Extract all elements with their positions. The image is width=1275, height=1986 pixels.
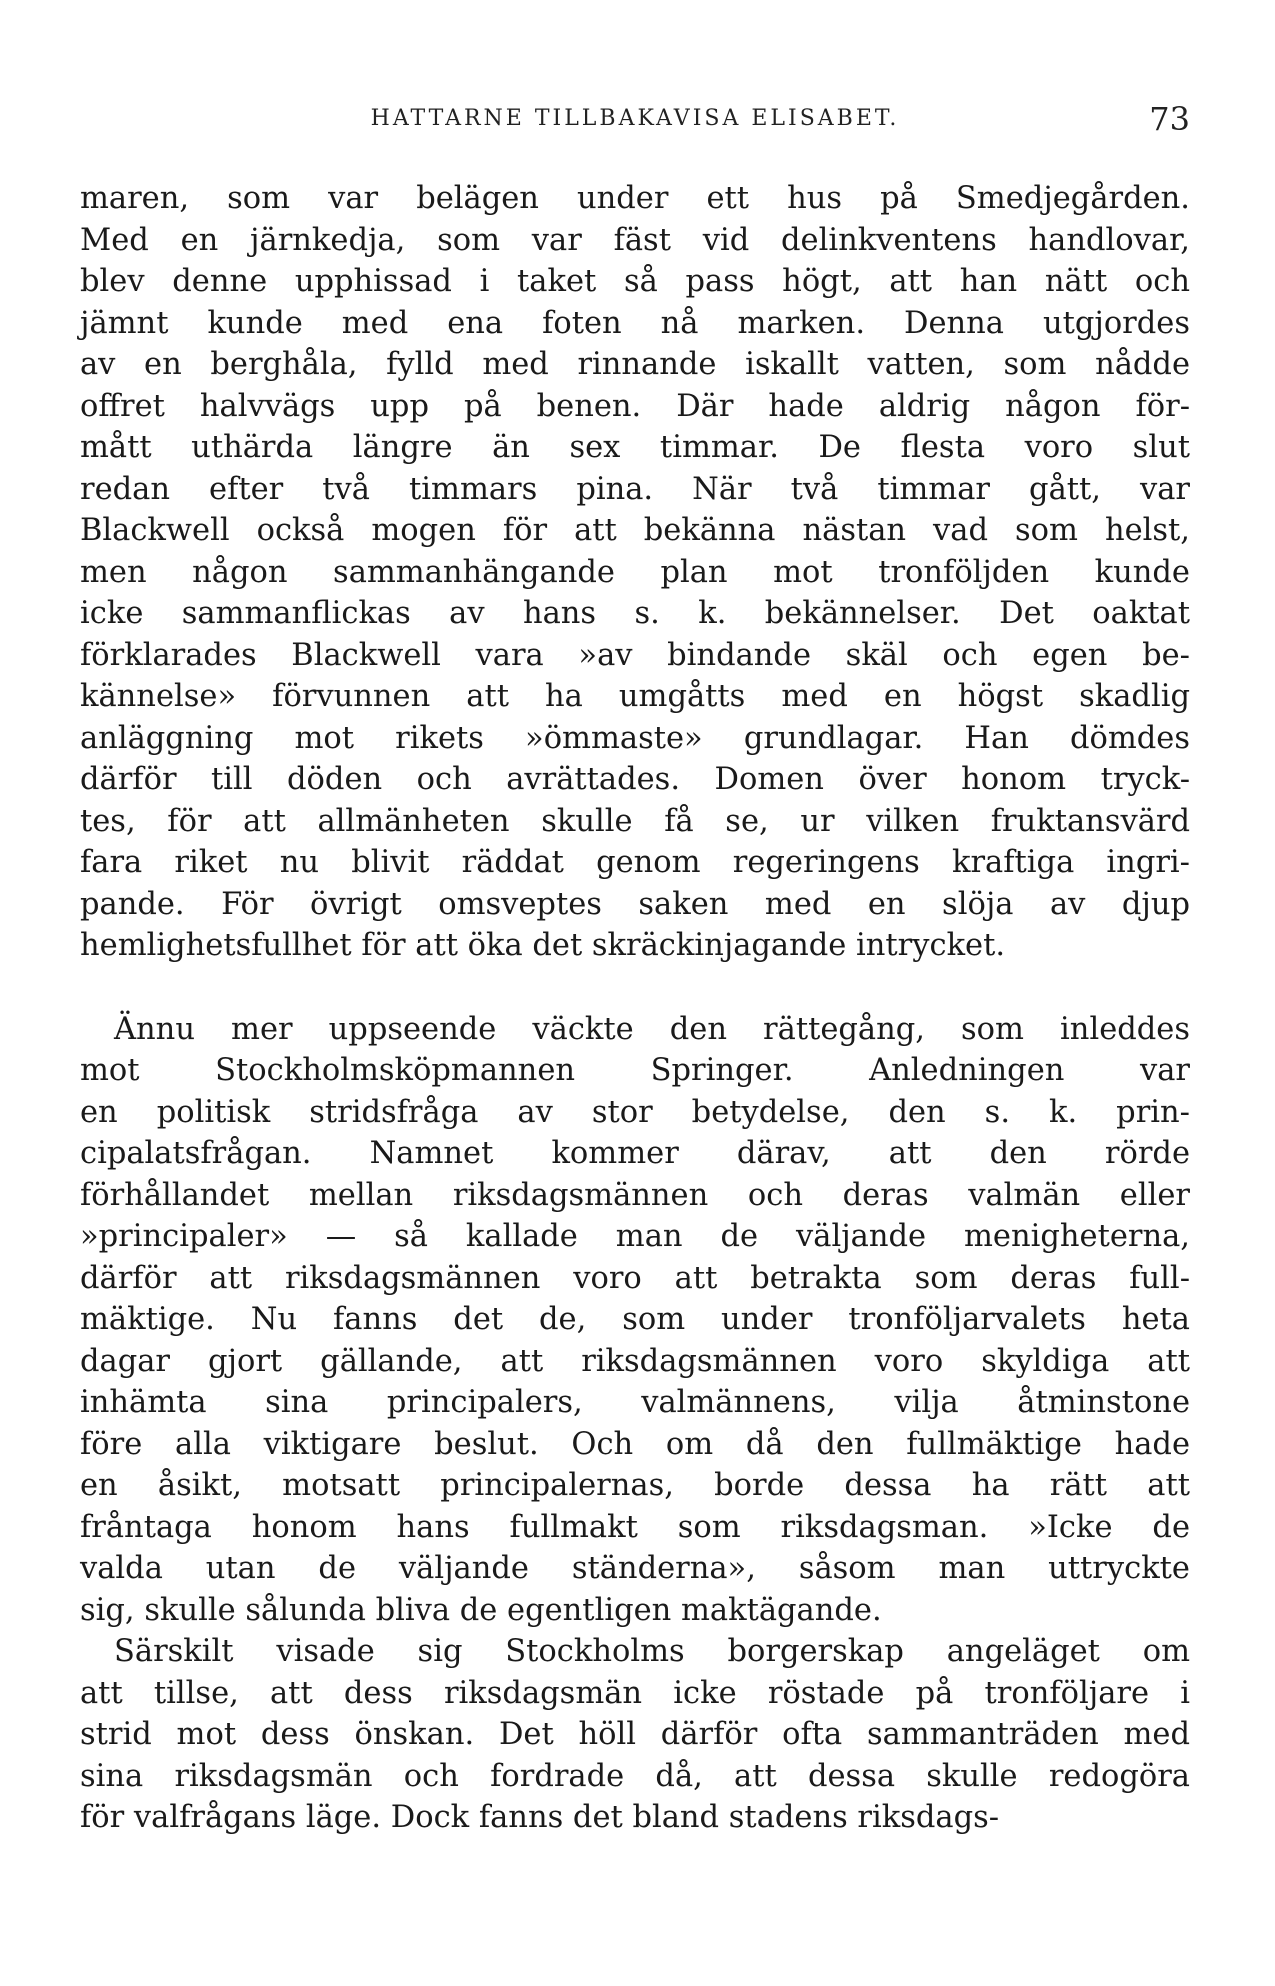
text-line: att tillse, att dess riksdagsmän icke röstade på tronföljare i: [80, 1675, 1190, 1711]
text-line: jämnt kunde med ena foten nå marken. Denna utgjordes: [80, 305, 1190, 341]
running-title: HATTARNE TILLBAKAVISA ELISABET.: [370, 106, 900, 131]
paragraph-1: [80, 178, 1190, 967]
text-line: strid mot dess önskan. Det höll därför ofta sammanträden med: [80, 1717, 1190, 1752]
text-line: maren, som var belägen under ett hus på Smedjegården.: [80, 181, 1190, 216]
text-line: redan efter två timmars pina. När två timmar gått, var: [80, 471, 1190, 507]
text-line: för valfrågans läge. Dock fanns det bland stadens riksdags-: [80, 1800, 1000, 1835]
text-line: förklarades Blackwell vara »av bindande skäl och egen be-: [80, 637, 1190, 673]
text-line: Blackwell också mogen för att bekänna nästan vad som helst,: [80, 513, 1190, 548]
text-line: Med en järnkedja, som var fäst vid delinkventens handlovar,: [80, 222, 1190, 258]
text-line: hemlighetsfullhet för att öka det skräckinjagande intrycket.: [80, 928, 1006, 963]
text-line: offret halvvägs upp på benen. Där hade aldrig någon för-: [80, 388, 1190, 424]
text-line: pande. För övrigt omsveptes saken med en slöja av djup: [80, 886, 1190, 922]
text-line: en åsikt, motsatt principalernas, borde dessa ha rätt att: [80, 1468, 1190, 1503]
text-line: inhämta sina principalers, valmännens, vilja åtminstone: [80, 1385, 1190, 1420]
text-line: anläggning mot rikets »ömmaste» grundlagar. Han dömdes: [80, 720, 1190, 756]
text-line: sig, skulle sålunda bliva de egentligen maktägande.: [80, 1592, 882, 1628]
text-line: före alla viktigare beslut. Och om då den fullmäktige hade: [80, 1426, 1190, 1462]
text-line: icke sammanflickas av hans s. k. bekännelser. Det oaktat: [80, 596, 1190, 631]
text-line: blev denne upphissad i taket så pass högt, att han nätt och: [80, 264, 1190, 299]
text-line: sina riksdagsmän och fordrade då, att dessa skulle redogöra: [80, 1758, 1190, 1794]
text-line: dagar gjort gällande, att riksdagsmännen voro skyldiga att: [80, 1343, 1190, 1379]
paragraph-3: [80, 1631, 1190, 1839]
text-line: cipalatsfrågan. Namnet kommer därav, att den rörde: [80, 1136, 1190, 1171]
text-line: en politisk stridsfråga av stor betydelse, den s. k. prin-: [80, 1094, 1190, 1130]
text-line: fråntaga honom hans fullmakt som riksdagsman. »Icke de: [80, 1509, 1190, 1545]
text-line: mäktige. Nu fanns det de, som under tronföljarvalets heta: [80, 1302, 1190, 1337]
page-number: 73: [1149, 100, 1190, 138]
running-header: [80, 100, 1190, 146]
text-line: därför att riksdagsmännen voro att betrakta som deras full-: [80, 1260, 1190, 1296]
text-line: Ännu mer uppseende väckte den rättegång, som inleddes: [114, 1011, 1190, 1047]
body-text: [80, 178, 1190, 1839]
text-line: kännelse» förvunnen att ha umgåtts med en högst skadlig: [80, 679, 1190, 714]
text-line: mått uthärda längre än sex timmar. De flesta voro slut: [80, 430, 1190, 465]
text-line: valda utan de väljande ständerna», såsom man uttryckte: [80, 1551, 1190, 1586]
book-page: [80, 100, 1190, 1839]
text-line: av en berghåla, fylld med rinnande iskallt vatten, som nådde: [80, 347, 1190, 382]
text-line: mot Stockholmsköpmannen Springer. Anledningen var: [80, 1053, 1190, 1088]
paragraph-2: [80, 1009, 1190, 1632]
text-line: Särskilt visade sig Stockholms borgerskap angeläget om: [114, 1634, 1190, 1669]
text-line: därför till döden och avrättades. Domen över honom tryck-: [80, 762, 1190, 797]
text-line: tes, för att allmänheten skulle få se, ur vilken fruktansvärd: [80, 803, 1190, 839]
text-line: men någon sammanhängande plan mot tronföljden kunde: [80, 554, 1190, 590]
text-line: förhållandet mellan riksdagsmännen och deras valmän eller: [80, 1177, 1190, 1213]
text-line: »principaler» — så kallade man de väljande menigheterna,: [80, 1219, 1190, 1254]
text-line: fara riket nu blivit räddat genom regeringens kraftiga ingri-: [80, 845, 1190, 880]
paragraph-spacing: [80, 967, 1190, 1009]
